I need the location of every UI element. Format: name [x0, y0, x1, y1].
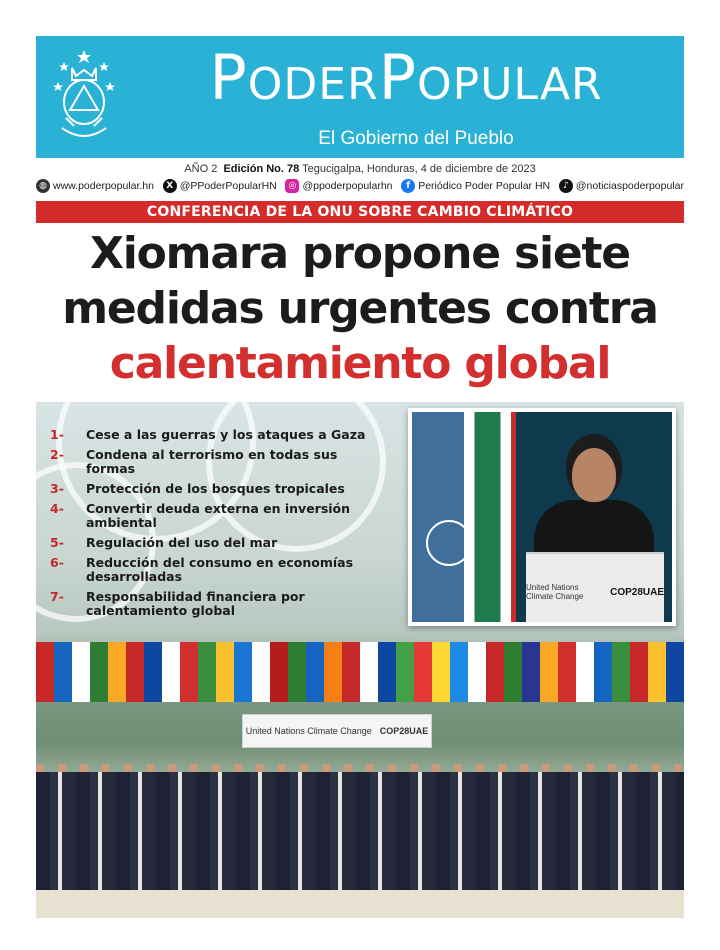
un-climate-label: United Nations Climate Change [245, 726, 372, 736]
tiktok-label: @noticiaspoderpopular [575, 180, 684, 192]
brand-name [136, 41, 676, 114]
measure-item: 4- Convertir deuda externa en inversión ambiental [50, 501, 351, 530]
floor [36, 890, 684, 918]
website-link[interactable] [36, 179, 154, 193]
section-banner: CONFERENCIA DE LA ONU SOBRE CAMBIO CLIMÁTICO [36, 201, 684, 223]
instagram-link[interactable] [285, 179, 392, 193]
measure-item: 5- Regulación del uso del mar [50, 535, 278, 550]
lectern-cop28-label: COP28UAE [610, 586, 664, 598]
headline [36, 226, 684, 391]
speaker-inset-photo [408, 408, 676, 626]
x-label: @PPoderPopularHN [179, 180, 277, 192]
cop28-label: COP28UAE [379, 726, 429, 736]
flag-row [36, 642, 684, 702]
speaker-head [572, 448, 616, 502]
brand-initial: P [378, 41, 418, 114]
measure-item: 2- Condena al terrorismo en todas sus formas [50, 447, 338, 476]
globe-icon: ◍ [36, 179, 50, 193]
un-emblem-icon [426, 520, 472, 566]
facebook-icon: f [401, 179, 415, 193]
issue-year: AÑO 2 [184, 163, 218, 175]
instagram-label: @ppoderpopularhn [302, 180, 393, 192]
issue-line [36, 163, 684, 175]
social-links [36, 178, 684, 194]
issue-edition: Edición No. 78 [223, 163, 300, 175]
x-link[interactable] [163, 179, 277, 193]
headline-line-3: calentamiento global [109, 338, 611, 389]
instagram-icon: ◎ [285, 179, 299, 193]
conference-sign [242, 714, 432, 748]
measures-list [50, 428, 380, 624]
leaders-crowd [36, 772, 684, 892]
masthead [36, 36, 684, 158]
tiktok-icon: ♪ [559, 179, 573, 193]
headline-line-1: Xiomara propone siete [90, 228, 630, 279]
tiktok-link[interactable] [559, 179, 684, 193]
brand-initial: P [209, 41, 248, 114]
lectern-un-label: United Nations Climate Change [526, 583, 584, 601]
brand-word: ODER [247, 59, 379, 110]
measure-item: 6- Reducción del consumo en economías desarrolladas [50, 555, 354, 584]
honduras-coat-of-arms-icon [52, 48, 116, 146]
x-icon: X [163, 179, 177, 193]
tagline: El Gobierno del Pueblo [318, 128, 514, 149]
measure-item: 3- Protección de los bosques tropicales [50, 481, 345, 496]
measure-item: 1- Cese a las guerras y los ataques a Gaza [50, 427, 366, 442]
headline-line-2: medidas urgentes contra [62, 283, 658, 334]
lectern [526, 552, 664, 626]
brand-word: OPULAR [417, 59, 603, 110]
issue-place-date: Tegucigalpa, Honduras, 4 de diciembre de 2023 [302, 163, 536, 175]
website-label: www.poderpopular.hn [53, 180, 154, 192]
group-photo [36, 402, 684, 918]
measure-item: 7- Responsabilidad financiera por calentamiento global [50, 589, 305, 618]
facebook-link[interactable] [401, 179, 550, 193]
facebook-label: Periódico Poder Popular HN [418, 180, 551, 192]
